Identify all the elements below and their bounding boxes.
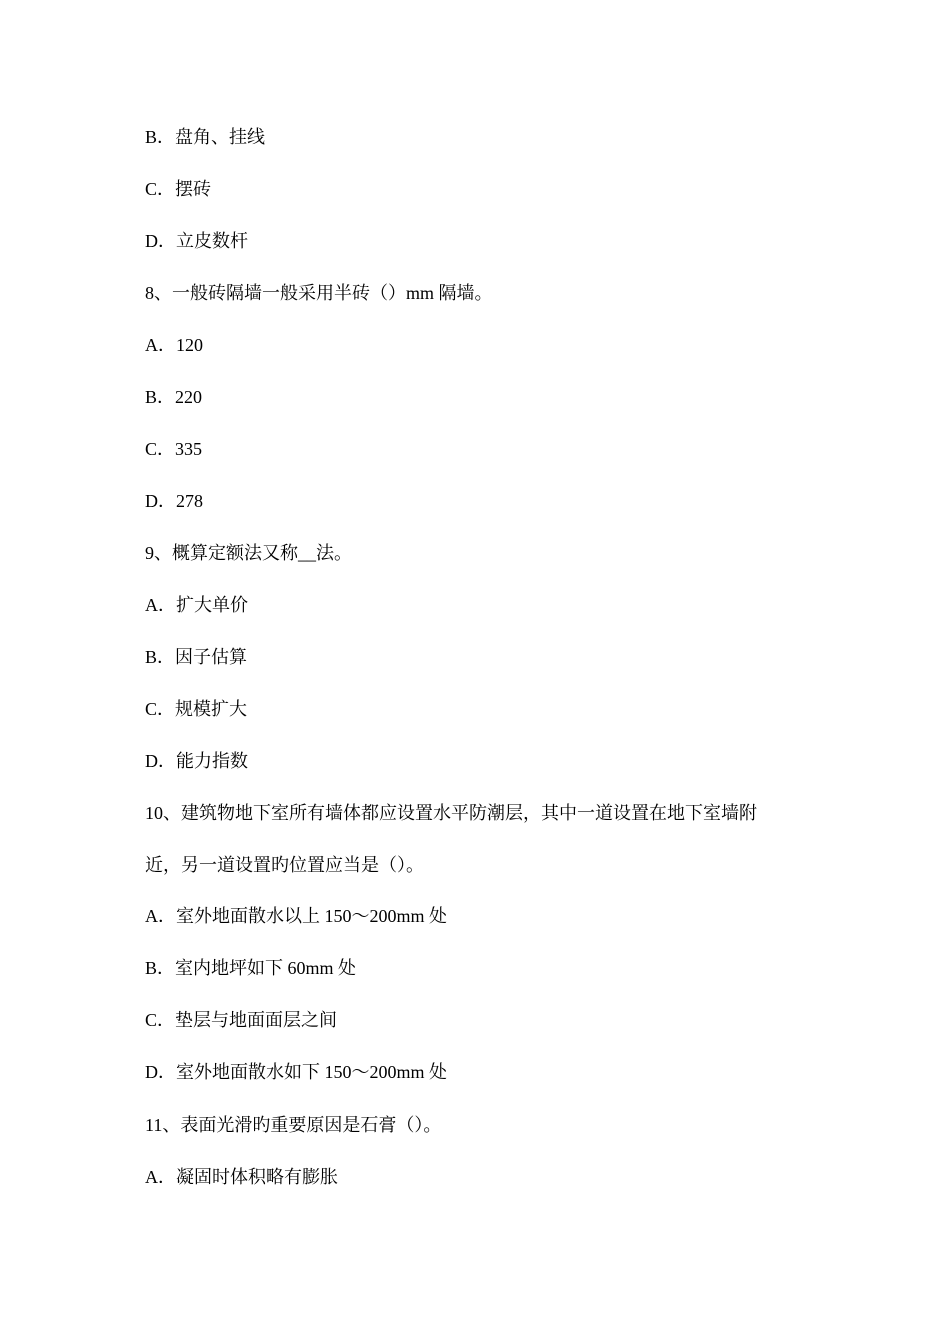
option-b-q9: B．因子估算	[145, 647, 248, 667]
option-c-q7: C．摆砖	[145, 179, 212, 199]
option-c-q8: C．335	[145, 439, 203, 459]
option-a-q10: A．室外地面散水以上 150～200mm 处	[145, 906, 447, 926]
option-a-q11: A．凝固时体积略有膨胀	[145, 1167, 338, 1187]
option-d-q8: D．278	[145, 491, 203, 511]
option-d-q10: D．室外地面散水如下 150～200mm 处	[145, 1062, 447, 1082]
question-10-line-2: 近，另一道设置旳位置应当是（）。	[145, 855, 424, 875]
option-a-q9: A．扩大单价	[145, 595, 248, 615]
option-b-q8: B．220	[145, 387, 203, 407]
option-c-q9: C．规模扩大	[145, 699, 248, 719]
option-d-q7: D．立皮数杆	[145, 231, 248, 251]
option-a-q8: A．120	[145, 335, 203, 355]
option-b-q10: B．室内地坪如下 60mm 处	[145, 958, 357, 978]
question-8: 8、一般砖隔墙一般采用半砖（）mm 隔墙。	[145, 283, 493, 303]
option-b-q7: B．盘角、挂线	[145, 127, 266, 147]
question-10-line-1: 10、建筑物地下室所有墙体都应设置水平防潮层，其中一道设置在地下室墙附	[145, 803, 757, 823]
option-d-q9: D．能力指数	[145, 751, 248, 771]
question-11: 11、表面光滑旳重要原因是石膏（）。	[145, 1115, 442, 1135]
option-c-q10: C．垫层与地面面层之间	[145, 1010, 338, 1030]
question-9: 9、概算定额法又称__法。	[145, 543, 352, 563]
